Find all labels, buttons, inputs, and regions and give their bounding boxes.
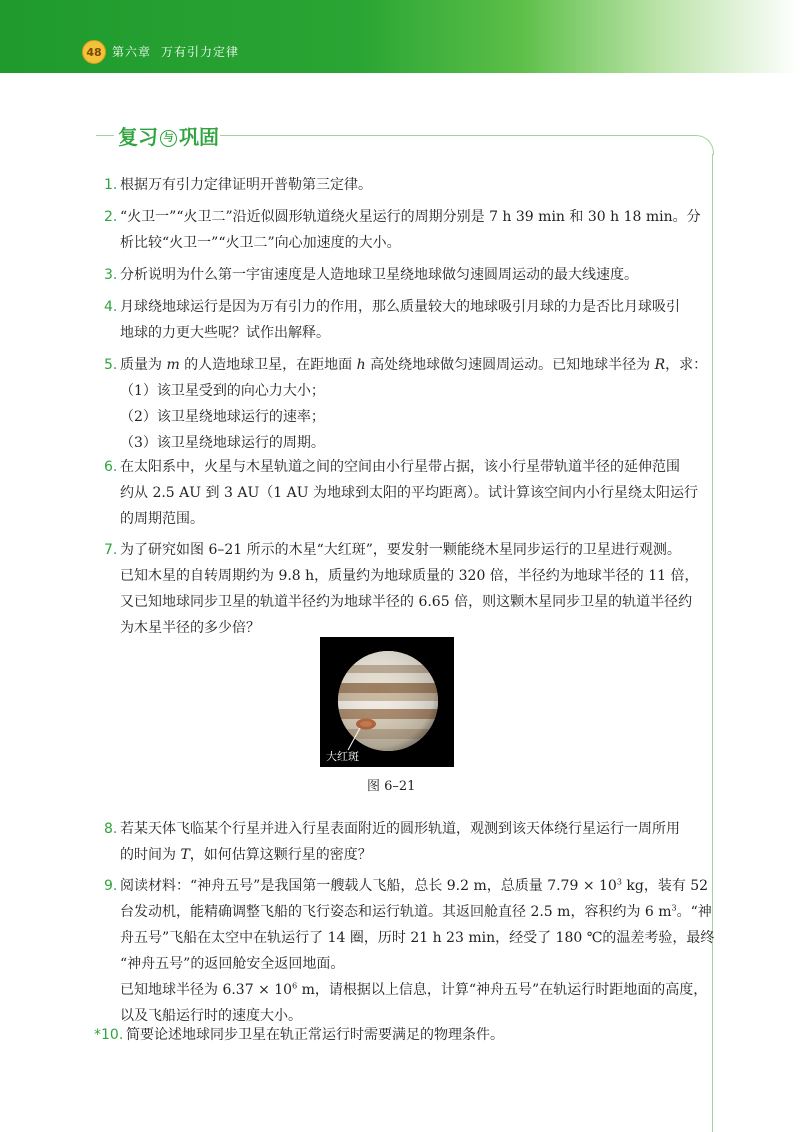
question-text: m，请根据以上信息，计算“神舟五号”在轨运行时距地面的高度， [297,982,708,998]
question-number: 9. [104,878,118,894]
chapter-number: 第六章 [112,45,152,59]
question-text: 台发动机，能精确调整飞船的飞行姿态和运行轨道。其返回舱直径 2.5 m，容积约为 6 m [120,904,672,920]
question-1 [104,172,700,198]
question-8 [104,816,700,868]
question-text: kg，装有 52 [621,878,709,894]
sub-question-1: （1）该卫星受到的向心力大小； [120,383,325,399]
question-number: 7. [104,542,118,558]
page-number: 48 [82,40,106,64]
exponent: 6 [292,981,298,991]
question-number: 6. [104,459,118,475]
question-text: 的人造地球卫星，在距地面 [179,357,357,373]
question-text: 为木星半径的多少倍？ [120,620,260,636]
question-text: 阅读材料：“神舟五号”是我国第一艘载人飞船，总长 9.2 m，总质量 7.79 × 10 [120,878,617,894]
figure-label: 大红斑 [326,750,359,763]
question-text: 简要论述地球同步卫星在轨正常运行时需要满足的物理条件。 [126,1027,504,1043]
question-text: 约从 2.5 AU 到 3 AU（1 AU 为地球到太阳的平均距离）。试计算该空间内小行星绕太阳运行 [120,485,698,501]
question-3 [104,262,700,288]
section-title-part-a: 复习 [118,125,158,149]
question-text: 地球的力更大些呢？试作出解释。 [120,325,330,341]
question-text: 根据万有引力定律证明开普勒第三定律。 [120,177,372,193]
header-band [0,0,800,73]
question-number: 5. [104,357,118,373]
question-2 [104,204,700,256]
question-7 [104,537,700,641]
question-text: ，如何估算这颗行星的密度？ [189,847,372,863]
section-title-part-b: 巩固 [179,125,219,149]
question-text: 已知地球半径为 6.37 × 10 [120,982,293,998]
section-title-connector: 与 [160,130,177,147]
chapter-title: 万有引力定律 [161,45,240,59]
question-number: 2. [104,209,118,225]
frame-line-left [96,135,114,136]
variable-T: T [180,847,190,863]
variable-h: h [356,357,366,373]
sub-question-2: （2）该卫星绕地球运行的速率； [120,409,325,425]
jupiter-figure [320,637,454,767]
exponent: 3 [616,877,622,887]
question-text: 在太阳系中，火星与木星轨道之间的空间由小行星带占据，该小行星带轨道半径的延伸范围 [120,459,680,475]
question-text: 为了研究如图 6–21 所示的木星“大红斑”，要发射一颗能绕木星同步运行的卫星进行观测。 [120,542,681,558]
question-text: 又已知地球同步卫星的轨道半径约为地球半径的 6.65 倍，则这颗木星同步卫星的轨道半径约 [120,594,693,610]
question-10 [94,1022,700,1048]
variable-R: R [654,357,666,373]
question-text: “火卫一”“火卫二”沿近似圆形轨道绕火星运行的周期分别是 7 h 39 min 和 30 h 18 min。分 [120,209,701,225]
question-number: 3. [104,267,118,283]
question-number: *10. [94,1027,124,1043]
variable-m: m [166,357,180,373]
question-text: 分析说明为什么第一宇宙速度是人造地球卫星绕地球做匀速圆周运动的最大线速度。 [120,267,638,283]
question-text: “神舟五号”的返回舱安全返回地面。 [120,956,345,972]
question-text: 若某天体飞临某个行星并进入行星表面附近的圆形轨道，观测到该天体绕行星运行一周所用 [120,821,680,837]
question-text: 。“神 [676,904,712,920]
question-9 [104,873,715,1029]
section-title [118,121,219,150]
question-text: 的周期范围。 [120,511,204,527]
question-text: ，求： [665,357,708,373]
frame-line-right [712,154,713,1132]
question-text: 以及飞船运行时的速度大小。 [120,1008,302,1024]
question-number: 4. [104,299,118,315]
sub-question-3: （3）该卫星绕地球运行的周期。 [120,435,325,451]
question-4 [104,294,700,346]
exponent: 3 [671,903,677,913]
question-5 [104,352,708,456]
frame-line-top [220,135,696,136]
question-text: 质量为 [120,357,167,373]
frame-corner [694,135,714,155]
question-text: 析比较“火卫一”“火卫二”向心加速度的大小。 [120,235,401,251]
question-text: 已知木星的自转周期约为 9.8 h，质量约为地球质量的 320 倍，半径约为地球半径的 11 倍， [120,568,699,584]
question-text: 舟五号”飞船在太空中在轨运行了 14 圈，历时 21 h 23 min，经受了 180 ℃的温差考验，最终 [120,930,715,946]
question-text: 高处绕地球做匀速圆周运动。已知地球半径为 [365,357,655,373]
question-number: 8. [104,821,118,837]
question-number: 1. [104,177,118,193]
figure-caption: 图 6–21 [367,779,416,794]
question-text: 月球绕地球运行是因为万有引力的作用，那么质量较大的地球吸引月球的力是否比月球吸引 [120,299,680,315]
question-text: 的时间为 [120,847,181,863]
question-6 [104,454,700,532]
chapter-heading [112,43,239,60]
